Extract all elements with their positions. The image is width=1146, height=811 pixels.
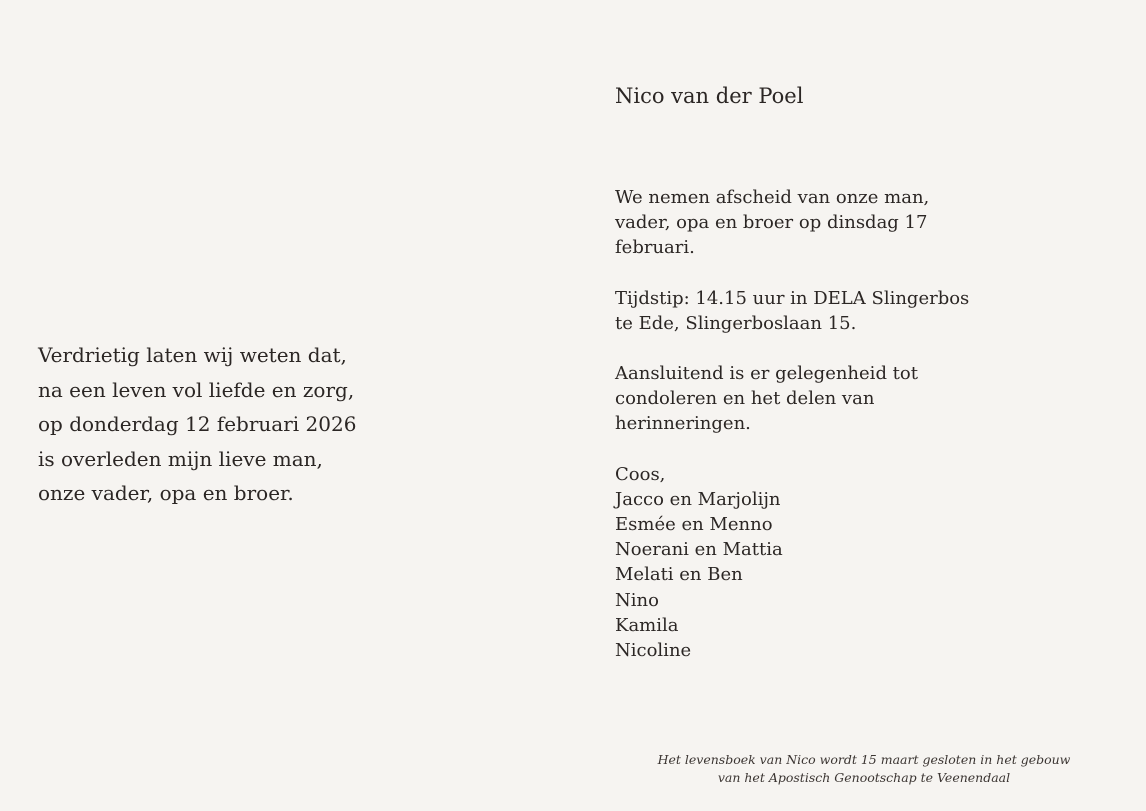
footer-line: Het levensboek van Nico wordt 15 maart gesloten in het gebouw bbox=[657, 752, 1071, 767]
announcement-line: na een leven vol liefde en zorg, bbox=[38, 377, 355, 402]
deceased-name: Nico van der Poel bbox=[615, 84, 804, 108]
announcement-line: onze vader, opa en broer. bbox=[38, 481, 294, 505]
farewell-paragraph bbox=[615, 185, 1035, 261]
announcement-text bbox=[38, 338, 458, 511]
farewell-line: februari. bbox=[615, 237, 695, 259]
condolence-paragraph bbox=[615, 361, 1035, 437]
footer-note bbox=[640, 751, 1088, 787]
family-list bbox=[615, 462, 1035, 664]
family-member: Jacco en Marjolijn bbox=[615, 488, 781, 510]
family-member: Nicoline bbox=[615, 640, 692, 662]
announcement-line: is overleden mijn lieve man, bbox=[38, 446, 323, 471]
details-column bbox=[615, 185, 1035, 688]
announcement-line: op donderdag 12 februari 2026 bbox=[38, 412, 357, 436]
announcement-line: Verdrietig laten wij weten dat, bbox=[38, 343, 347, 367]
condolence-line: Aansluitend is er gelegenheid tot bbox=[615, 363, 918, 385]
time-location-line: te Ede, Slingerboslaan 15. bbox=[615, 312, 857, 334]
time-location-paragraph bbox=[615, 286, 1035, 336]
family-member: Esmée en Menno bbox=[615, 514, 773, 536]
condolence-line: condoleren en het delen van bbox=[615, 388, 875, 410]
farewell-line: We nemen afscheid van onze man, bbox=[615, 187, 930, 208]
footer-line: van het Apostisch Genootschap te Veenendaal bbox=[717, 770, 1011, 785]
family-member: Noerani en Mattia bbox=[615, 539, 783, 561]
condolence-line: herinneringen. bbox=[615, 413, 751, 435]
time-location-line: Tijdstip: 14.15 uur in DELA Slingerbos bbox=[615, 287, 970, 309]
farewell-line: vader, opa en broer op dinsdag 17 bbox=[615, 212, 928, 234]
family-member: Melati en Ben bbox=[615, 564, 743, 586]
family-member: Coos, bbox=[615, 463, 666, 485]
family-member: Kamila bbox=[615, 614, 679, 636]
family-member: Nino bbox=[615, 589, 659, 611]
